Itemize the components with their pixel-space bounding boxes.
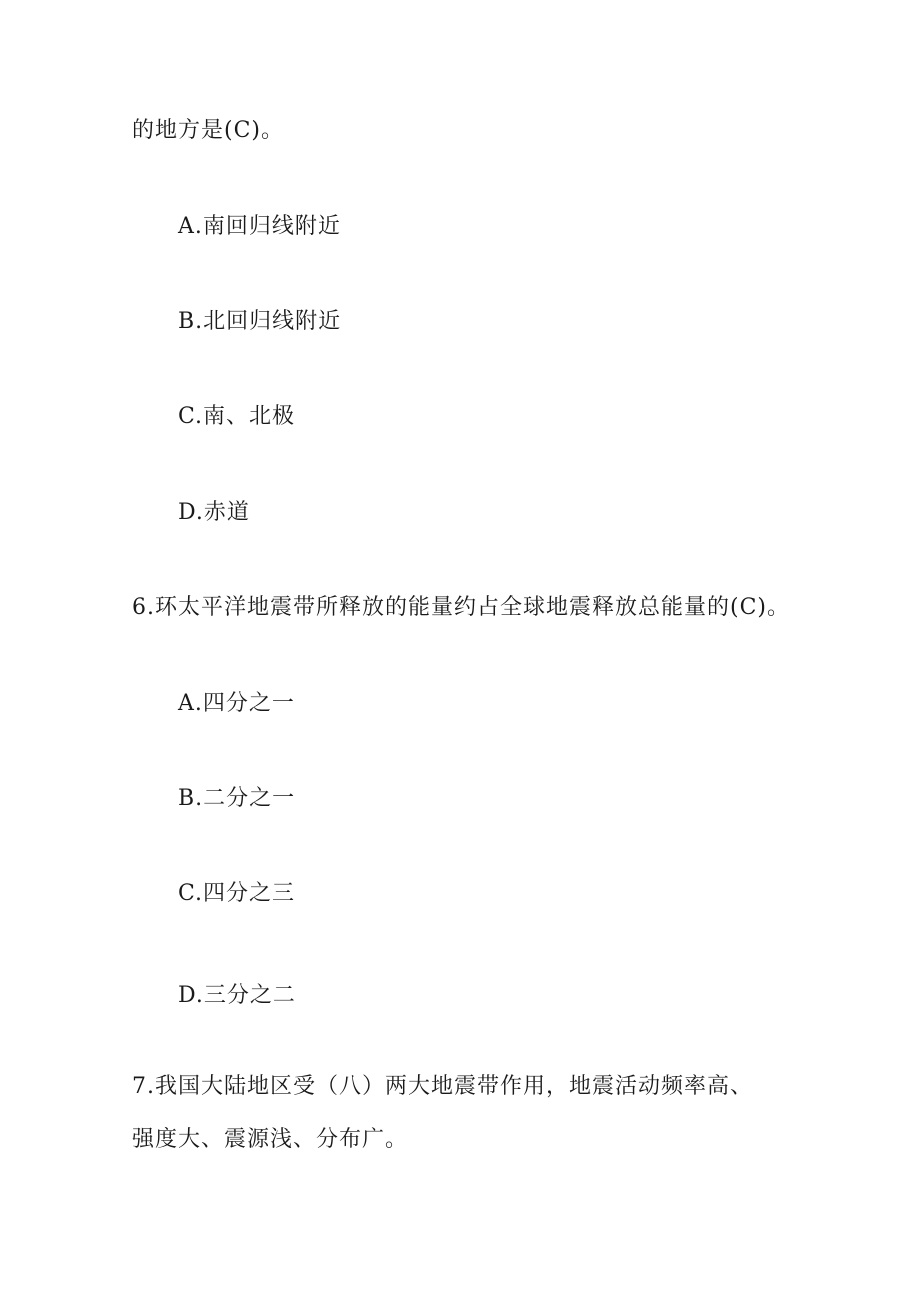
question-6-option-d: D.三分之二 xyxy=(178,983,296,1008)
question-6-option-a: A.四分之一 xyxy=(178,691,295,716)
question-5-option-a: A.南回归线附近 xyxy=(178,214,341,239)
question-5-option-d: D.赤道 xyxy=(178,500,250,525)
question-7-stem-line-2: 强度大、震源浅、分布广。 xyxy=(132,1127,409,1152)
question-5-option-c: C.南、北极 xyxy=(178,404,296,429)
question-5-option-b: B.北回归线附近 xyxy=(178,309,342,334)
question-6-stem: 6.环太平洋地震带所释放的能量约占全球地震释放总能量的(C)。 xyxy=(132,595,790,620)
question-5-stem-tail: 的地方是(C)。 xyxy=(132,118,284,143)
question-7-stem-line-1: 7.我国大陆地区受（八）两大地震带作用，地震活动频率高、 xyxy=(132,1074,753,1099)
question-6-option-b: B.二分之一 xyxy=(178,786,296,811)
question-6-option-c: C.四分之三 xyxy=(178,881,296,906)
